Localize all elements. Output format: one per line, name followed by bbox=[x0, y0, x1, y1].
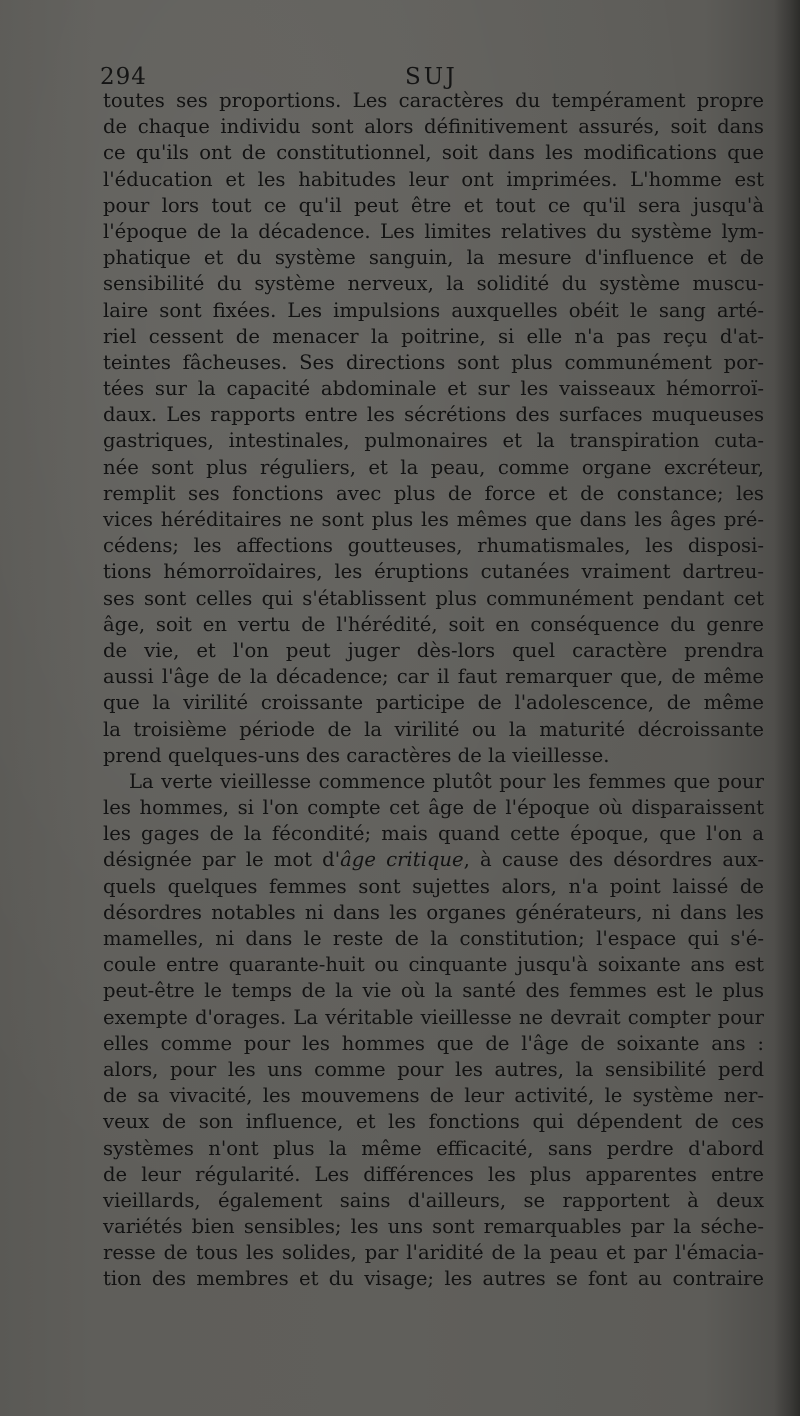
text-line: tion des membres et du visage; les autres se font au contraire bbox=[103, 1267, 764, 1291]
text-line: de chaque individu sont alors définitivement assurés, soit dans bbox=[103, 115, 764, 139]
text-line: la troisième période de la virilité ou la maturité décroissante bbox=[103, 717, 764, 741]
text-line: riel cessent de menacer la poitrine, si elle n'a pas reçu d'at- bbox=[103, 324, 764, 348]
text-line: désordres notables ni dans les organes générateurs, ni dans les bbox=[103, 900, 764, 924]
text-line: ce qu'ils ont de constitutionnel, soit dans les modifications que bbox=[103, 141, 764, 165]
text-line: daux. Les rapports entre les sécrétions des surfaces muqueuses bbox=[103, 403, 764, 427]
italic-term: âge critique bbox=[340, 848, 464, 872]
text-line: mamelles, ni dans le reste de la constitution; l'espace qui s'é- bbox=[103, 927, 764, 950]
text-line: que la virilité croissante participe de l'adolescence, de même bbox=[103, 691, 764, 715]
text-line: quels quelques femmes sont sujettes alors, n'a point laissé de bbox=[103, 874, 764, 898]
text-line: tées sur la capacité abdominale et sur les vaisseaux hémorroï- bbox=[103, 377, 764, 401]
paragraph-start-line: La verte vieillesse commence plutôt pour les femmes que pour bbox=[129, 769, 764, 793]
text-line: remplit ses fonctions avec plus de force et de constance; les bbox=[103, 481, 764, 505]
text-line: tions hémorroïdaires, les éruptions cutanées vraiment dartreu- bbox=[103, 560, 764, 584]
text-line: systèmes n'ont plus la même efficacité, sans perdre d'abord bbox=[103, 1136, 764, 1160]
text-line: de sa vivacité, les mouvemens de leur activité, le système ner- bbox=[103, 1084, 764, 1108]
text-line: de vie, et l'on peut juger dès-lors quel caractère prendra bbox=[103, 638, 764, 662]
text-line: ses sont celles qui s'établissent plus communément pendant cet bbox=[103, 586, 764, 610]
text-line: pour lors tout ce qu'il peut être et tout ce qu'il sera jusqu'à bbox=[103, 193, 764, 217]
text-line: cédens; les affections goutteuses, rhumatismales, les disposi- bbox=[103, 534, 764, 558]
text-line: elles comme pour les hommes que de l'âge de soixante ans : bbox=[103, 1031, 764, 1055]
text-line: alors, pour les uns comme pour les autres, la sensibilité perd bbox=[103, 1057, 764, 1081]
text-line: les gages de la fécondité; mais quand cette époque, que l'on a bbox=[103, 822, 764, 846]
page-edge-shadow bbox=[774, 0, 800, 1416]
text-line: veux de son influence, et les fonctions qui dépendent de ces bbox=[103, 1110, 764, 1134]
text-line: exempte d'orages. La véritable vieillesse ne devrait compter pour bbox=[103, 1005, 764, 1029]
text-line: variétés bien sensibles; les uns sont remarquables par la séche- bbox=[103, 1215, 764, 1239]
text-line: phatique et du système sanguin, la mesure d'influence et de bbox=[103, 246, 764, 270]
text-segment: , à cause des désordres aux- bbox=[463, 848, 765, 872]
paragraph-end-line: prend quelques-uns des caractères de la vieillesse. bbox=[103, 743, 610, 767]
text-line: gastriques, intestinales, pulmonaires et la transpiration cuta- bbox=[103, 429, 764, 453]
text-segment: désignée par le mot d' bbox=[103, 848, 341, 872]
text-line: vices héréditaires ne sont plus les mêmes que dans les âges pré- bbox=[103, 508, 764, 531]
text-line: aussi l'âge de la décadence; car il faut remarquer que, de même bbox=[103, 665, 764, 689]
text-line-with-italic bbox=[103, 847, 764, 873]
text-line: coule entre quarante-huit ou cinquante jusqu'à soixante ans est bbox=[103, 953, 764, 977]
body-text bbox=[103, 88, 764, 1293]
text-line: de leur régularité. Les différences les plus apparentes entre bbox=[103, 1162, 764, 1186]
text-line: resse de tous les solides, par l'aridité de la peau et par l'émacia- bbox=[103, 1241, 764, 1265]
running-title: SUJ bbox=[405, 64, 458, 90]
text-line: l'éducation et les habitudes leur ont imprimées. L'homme est bbox=[103, 167, 764, 191]
text-line: née sont plus réguliers, et la peau, comme organe excréteur, bbox=[103, 455, 764, 479]
text-line: laire sont fixées. Les impulsions auxquelles obéit le sang arté- bbox=[103, 298, 764, 322]
text-line: peut-être le temps de la vie où la santé des femmes est le plus bbox=[103, 979, 764, 1003]
text-line: vieillards, également sains d'ailleurs, se rapportent à deux bbox=[103, 1188, 764, 1212]
text-line: sensibilité du système nerveux, la solidité du système muscu- bbox=[103, 272, 764, 296]
text-line: les hommes, si l'on compte cet âge de l'époque où disparaissent bbox=[103, 796, 764, 820]
text-line: l'époque de la décadence. Les limites relatives du système lym- bbox=[103, 219, 764, 243]
text-line: toutes ses proportions. Les caractères du tempérament propre bbox=[103, 89, 764, 112]
text-line: âge, soit en vertu de l'hérédité, soit en conséquence du genre bbox=[103, 612, 764, 636]
page-number: 294 bbox=[100, 64, 147, 90]
text-line: teintes fâcheuses. Ses directions sont plus communément por- bbox=[103, 350, 764, 374]
